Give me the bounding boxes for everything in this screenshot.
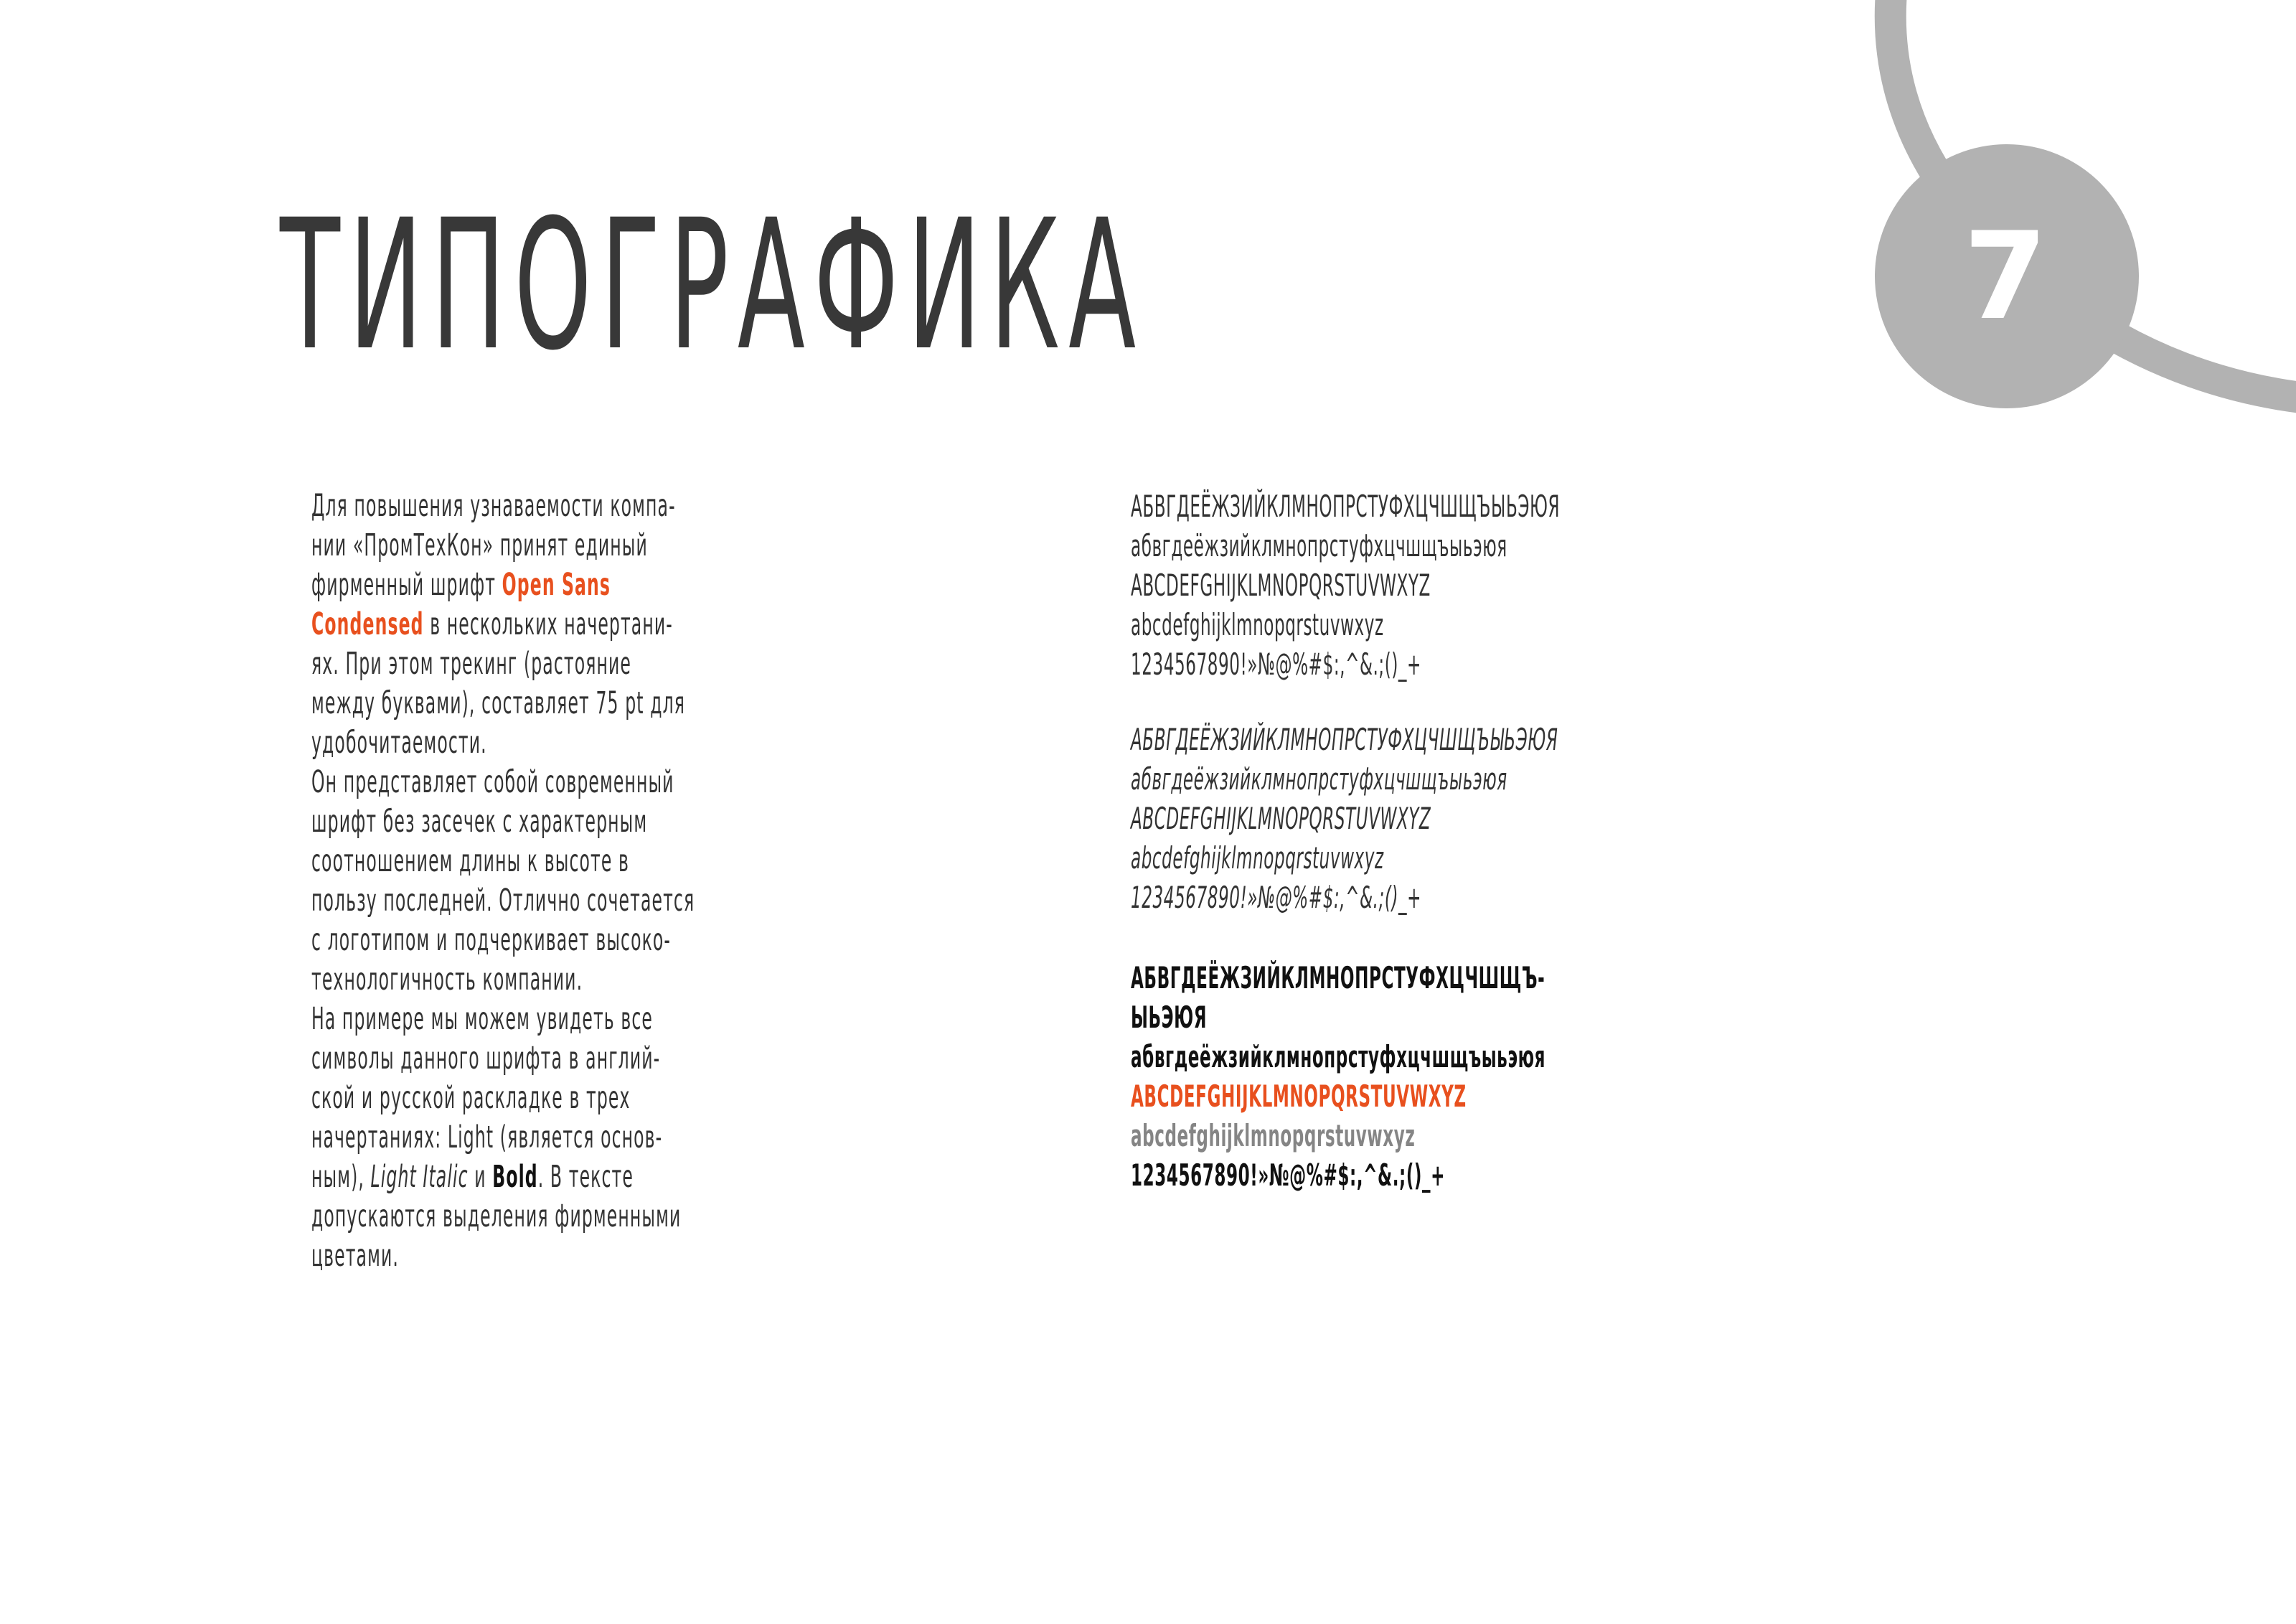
body-line: ях. При этом трекинг (растояние — [311, 646, 631, 682]
digits-symbols: 1234567890!»№@%#$:,^&.;()_+ — [1131, 1158, 1446, 1193]
body-text: . В тексте — [537, 1159, 634, 1195]
body-line: ской и русской раскладке в трех — [311, 1080, 631, 1116]
body-line: символы данного шрифта в англий- — [311, 1041, 661, 1076]
body-line: между буквами), составляет 75 pt для — [311, 685, 686, 721]
cyrillic-lowercase: абвгдеёжзийклмнопрстуфхцчшщъыьэюя — [1131, 1039, 1545, 1074]
body-line — [311, 605, 834, 644]
cyrillic-lowercase: абвгдеёжзийклмнопрстуфхцчшщъыьэюя — [1131, 761, 1507, 797]
latin-lowercase: abcdefghijklmnopqrstuvwxyz — [1131, 1118, 1416, 1153]
body-line: На примере мы можем увидеть все — [311, 1001, 653, 1037]
page-title: ТИПОГРАФИКА — [280, 181, 1145, 390]
body-line: нии «ПромТехКон» принят единый — [311, 527, 648, 563]
cyrillic-uppercase: АБВГДЕЁЖЗИЙКЛМНОПРСТУФХЦЧШЩЪ- — [1131, 960, 1545, 995]
body-line — [311, 1158, 834, 1197]
latin-uppercase: ABCDEFGHIJKLMNOPQRSTUVWXYZ — [1131, 1079, 1467, 1114]
cyrillic-uppercase: АБВГДЕЁЖЗИЙКЛМНОПРСТУФХЦЧШЩЪЫЬЭЮЯ — [1131, 489, 1561, 524]
body-line: удобочитаемости. — [311, 725, 487, 761]
cyrillic-lowercase: абвгдеёжзийклмнопрстуфхцчшщъыьэюя — [1131, 528, 1507, 563]
digits-symbols: 1234567890!»№@%#$:,^&.;()_+ — [1131, 880, 1422, 915]
cyrillic-uppercase: АБВГДЕЁЖЗИЙКЛМНОПРСТУФХЦЧШЩЪЫЬЭЮЯ — [1131, 722, 1558, 757]
body-line: пользу последней. Отлично сочетается — [311, 883, 695, 919]
font-name-highlight: Condensed — [311, 606, 424, 642]
cyrillic-uppercase-continued: ЫЬЭЮЯ — [1131, 1000, 1208, 1035]
latin-lowercase: abcdefghijklmnopqrstuvwxyz — [1131, 607, 1384, 642]
page-number: 7 — [1963, 206, 2048, 347]
body-line: цветами. — [311, 1238, 399, 1274]
body-line: начертаниях: Light (является основ- — [311, 1120, 663, 1155]
body-text: и — [468, 1159, 493, 1195]
latin-uppercase: ABCDEFGHIJKLMNOPQRSTUVWXYZ — [1131, 568, 1431, 603]
body-line: с логотипом и подчеркивает высоко- — [311, 922, 672, 958]
body-text: ным), — [311, 1159, 371, 1195]
body-line: технологичность компании. — [311, 962, 583, 998]
digits-symbols: 1234567890!»№@%#$:,^&.;()_+ — [1131, 647, 1421, 682]
bold-style-name: Bold — [492, 1159, 538, 1195]
body-text: фирменный шрифт — [311, 567, 502, 603]
italic-style-name: Light Italic — [370, 1159, 469, 1195]
body-paragraph — [311, 487, 834, 1276]
body-line — [311, 565, 834, 605]
body-line: Он представляет собой современный — [311, 764, 674, 800]
light-specimen — [1131, 487, 1560, 684]
body-text: в нескольких начертани- — [423, 606, 673, 642]
bold-specimen — [1131, 958, 1545, 1195]
latin-uppercase: ABCDEFGHIJKLMNOPQRSTUVWXYZ — [1131, 801, 1431, 836]
latin-lowercase: abcdefghijklmnopqrstuvwxyz — [1131, 840, 1384, 876]
body-line: соотношением длины к высоте в — [311, 843, 630, 879]
body-line: шрифт без засечек с характерным — [311, 804, 648, 840]
body-line: допускаются выделения фирменными — [311, 1198, 682, 1234]
font-name-highlight: Open Sans — [502, 567, 611, 603]
body-line: Для повышения узнаваемости компа- — [311, 488, 676, 524]
italic-specimen — [1131, 720, 1558, 917]
